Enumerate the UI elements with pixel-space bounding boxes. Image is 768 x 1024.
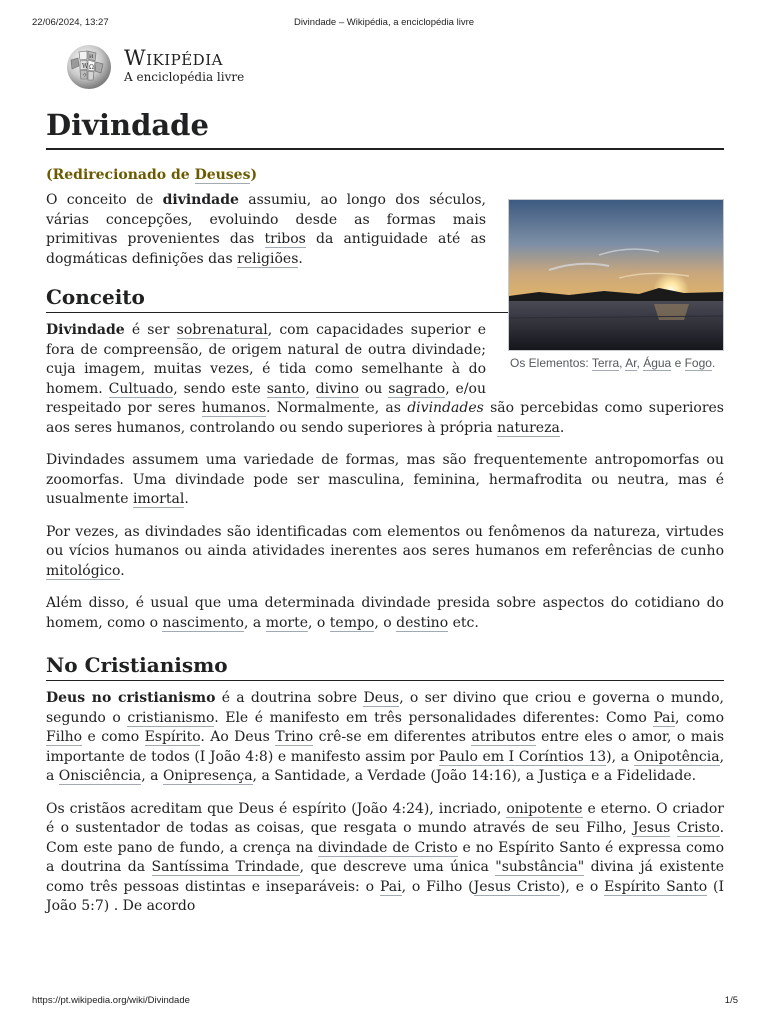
link-sobrenatural[interactable]: sobrenatural — [176, 322, 268, 338]
link-substancia[interactable]: "substância" — [495, 859, 585, 875]
link-destino[interactable]: destino — [396, 614, 449, 631]
link-deus[interactable]: Deus — [363, 690, 400, 706]
link-santo[interactable]: santo — [266, 380, 306, 397]
link-santissima-trindade[interactable]: Santíssima Trindade — [151, 859, 300, 875]
link-nascimento[interactable]: nascimento — [162, 614, 244, 631]
link-mitologico[interactable]: mitológico — [46, 562, 121, 579]
link-fogo[interactable]: Fogo — [684, 356, 712, 370]
figure-elements — [508, 199, 724, 372]
link-espirito-santo[interactable]: Espírito Santo — [604, 878, 708, 895]
link-cristo[interactable]: Cristo — [676, 820, 720, 836]
page-title: Divindade — [46, 104, 724, 150]
section-heading-conceito: Conceito — [46, 283, 724, 313]
link-trino[interactable]: Trino — [275, 729, 314, 745]
svg-text:W: W — [82, 63, 89, 70]
link-tempo[interactable]: tempo — [329, 614, 375, 631]
link-espirito[interactable]: Espírito — [144, 729, 201, 745]
link-ar[interactable]: Ar — [625, 356, 637, 370]
link-onisciencia[interactable]: Onisciência — [58, 768, 142, 784]
article-content — [46, 104, 724, 930]
figure-caption: Os Elementos: Terra, Ar, Água e Fogo. — [510, 356, 716, 370]
lead-paragraph: O conceito de divindade assumiu, ao longo dos séculos, várias concepções, evoluindo desde as formas mais primitivas provenientes das tribos da antiguidade até as dogmáticas definições das religiões. — [46, 192, 486, 267]
link-divino[interactable]: divino — [315, 380, 359, 397]
svg-text:Ω: Ω — [89, 64, 94, 71]
link-imortal[interactable]: imortal — [132, 491, 185, 507]
link-pai[interactable]: Pai — [653, 709, 676, 726]
link-humanos[interactable]: humanos — [201, 400, 267, 416]
link-terra[interactable]: Terra — [591, 356, 620, 370]
conceito-paragraph-1: Divindade é ser sobrenatural, com capacidades superior e fora de compreensão, de origem natural de outra divindade; cuja imagem, muitas vezes, é tida como semelhante à do homem. Cultuado, sendo este santo, divino ou sagrado, e/ou respeitado por seres humanos. Normalmente, as divindades são percebidas como superiores aos seres humanos, controlando ou sendo superiores à própria natureza. — [46, 322, 724, 436]
link-deuses[interactable]: Deuses — [194, 167, 251, 183]
print-url: https://pt.wikipedia.org/wiki/Divindade — [32, 995, 190, 1006]
link-sagrado[interactable]: sagrado — [388, 380, 446, 397]
link-cristianismo[interactable]: cristianismo — [127, 709, 215, 726]
wikipedia-globe-icon — [64, 42, 114, 90]
link-atributos[interactable]: atributos — [471, 729, 536, 745]
print-tab-title: Divindade – Wikipédia, a enciclopédia livre — [293, 17, 475, 28]
sunset-lake-image[interactable] — [508, 199, 724, 351]
wikipedia-logo[interactable] — [64, 42, 264, 90]
wikipedia-wordmark — [124, 46, 244, 84]
link-pai-2[interactable]: Pai — [379, 878, 402, 895]
svg-text:ウ: ウ — [82, 73, 88, 79]
link-jesus-cristo[interactable]: Jesus Cristo — [473, 878, 560, 895]
wordmark-subtitle: A enciclopédia livre — [124, 70, 245, 84]
cristianismo-paragraph-1: Deus no cristianismo é a doutrina sobre Deus, o ser divino que criou e governa o mundo, segundo o cristianismo. Ele é manifesto em três personalidades diferentes: Como Pai, como Filho e como Espírito. Ao Deus Trino crê-se em diferentes atributos entre eles o amor, o mais importante de todos (I João 4:8) e manifesto assim por Paulo em I Coríntios 13), a Onipotência, a Onisciência, a Onipresença, a Santidade, a Verdade (João 14:16), a Justiça e a Fidelidade. — [46, 690, 725, 784]
svg-text:И: И — [89, 54, 94, 60]
link-agua[interactable]: Água — [643, 356, 672, 370]
link-paulo-corintios[interactable]: Paulo em I Coríntios 13 — [438, 748, 607, 765]
print-datetime: 22/06/2024, 13:27 — [32, 17, 109, 28]
redirect-notice: (Redirecionado de Deuses) — [46, 167, 258, 183]
link-natureza[interactable]: natureza — [497, 419, 560, 436]
conceito-paragraph-3: Por vezes, as divindades são identificadas com elementos ou fenômenos da natureza, virtudes ou vícios humanos ou ainda atividades inerentes aos seres humanos em referências de cunho mitológico. — [46, 523, 724, 579]
link-religioes[interactable]: religiões — [237, 250, 299, 267]
link-onipresenca[interactable]: Onipresença — [162, 768, 253, 784]
conceito-paragraph-2: Divindades assumem uma variedade de formas, mas são frequentemente antropomorfas ou zoomorfas. Uma divindade pode ser masculina, feminina, hermafrodita ou neutra, mas é usualmente imortal. — [46, 452, 724, 507]
wordmark-title: Wikipédia — [124, 46, 223, 70]
link-divindade-de-cristo[interactable]: divindade de Cristo — [318, 839, 458, 856]
link-morte[interactable]: morte — [265, 614, 308, 631]
link-cultuado[interactable]: Cultuado — [108, 380, 174, 397]
link-jesus[interactable]: Jesus — [633, 820, 671, 836]
conceito-paragraph-4: Além disso, é usual que uma determinada divindade presida sobre aspectos do cotidiano do homem, como o nascimento, a morte, o tempo, o destino etc. — [46, 595, 724, 631]
link-onipotente[interactable]: onipotente — [506, 800, 583, 817]
cristianismo-paragraph-2: Os cristãos acreditam que Deus é espírito (João 4:24), incriado, onipotente e eterno. O criador é o sustentador de todas as coisas, que resgata o mundo através de seu Filho, Jesus Cristo. Com este pano de fundo, a crença na divindade de Cristo e no Espírito Santo é expressa como a doutrina da Santíssima Trindade, que descreve uma única "substância" divina já existente como três pessoas distintas e inseparáveis: o Pai, o Filho (Jesus Cristo), e o Espírito Santo (I João 5:7) . De acordo — [46, 800, 725, 914]
link-tribos[interactable]: tribos — [264, 231, 306, 247]
print-page-number: 1/5 — [724, 995, 738, 1006]
link-filho[interactable]: Filho — [46, 729, 83, 745]
link-onipotencia[interactable]: Onipotência — [633, 748, 720, 765]
section-heading-cristianismo: No Cristianismo — [46, 651, 724, 681]
